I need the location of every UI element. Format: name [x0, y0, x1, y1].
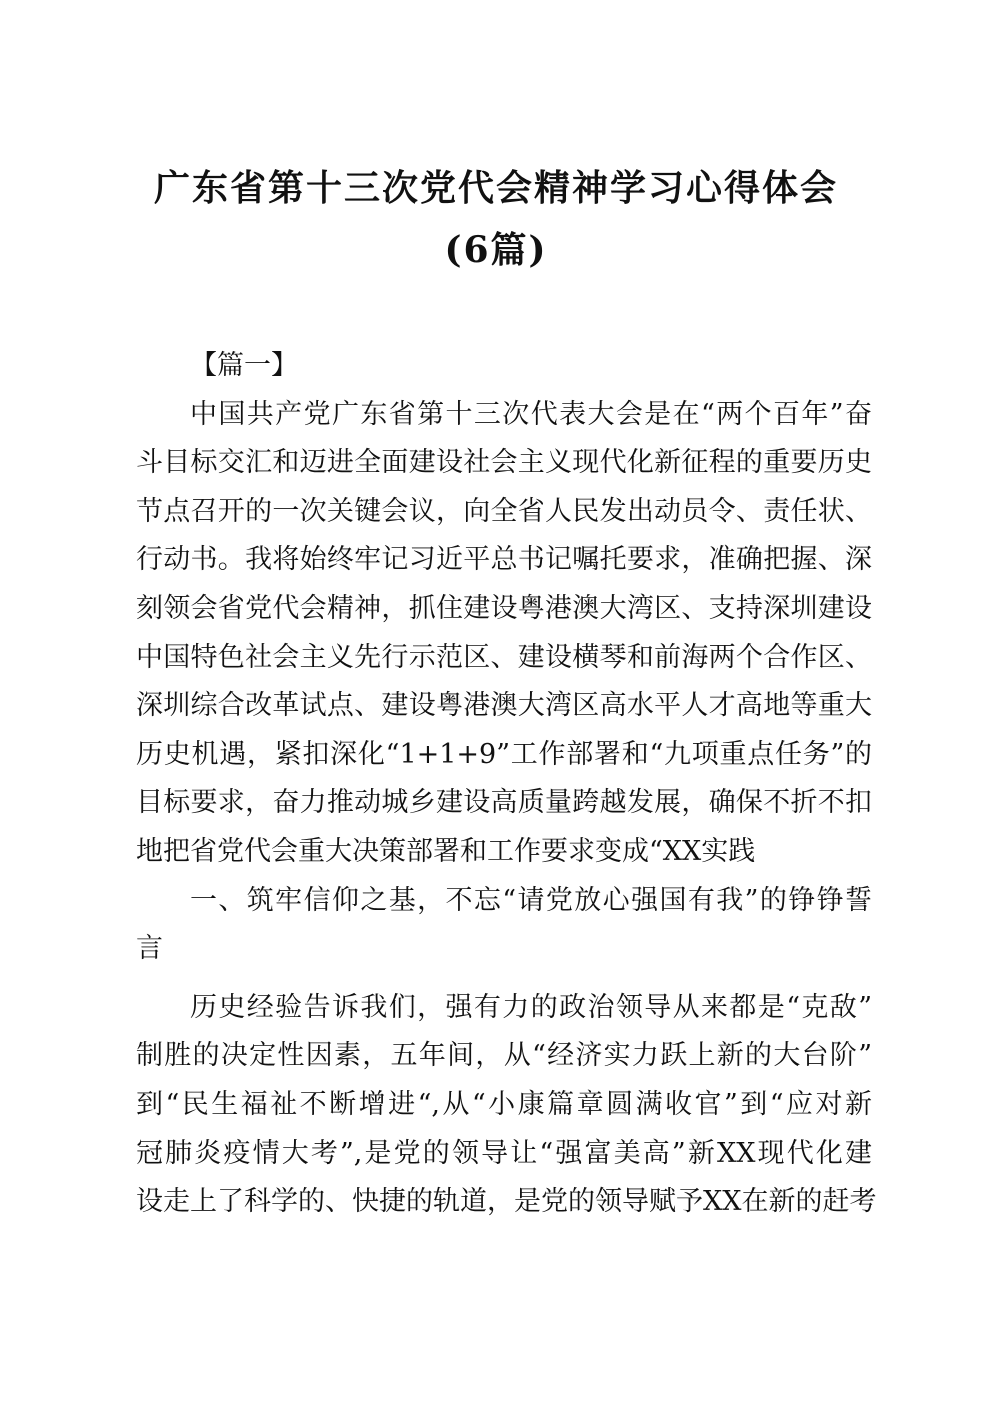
- paragraph-line: 设走上了科学的、快捷的轨道，是党的领导赋予XX在新的赶考: [136, 1186, 877, 1218]
- section-heading-1: [136, 877, 872, 974]
- paragraph-line: 节点召开的一次关键会议，向全省人民发出动员令、责任状、: [136, 495, 872, 527]
- paragraph-line: 制胜的决定性因素，五年间，从“经济实力跃上新的大台阶”: [136, 1040, 872, 1072]
- document-title-subtitle: (6篇): [444, 229, 548, 271]
- paragraph-line: 中国特色社会主义先行示范区、建设横琴和前海两个合作区、: [136, 641, 872, 673]
- paragraph-line: 到“民生福祉不断增进“,从“小康篇章圆满收官”到“应对新: [136, 1088, 872, 1120]
- paragraph-line: 冠肺炎疫情大考”,是党的领导让“强富美高”新XX现代化建: [136, 1137, 872, 1169]
- paragraph-line: 地把省党代会重大决策部署和工作要求变成“XX实践: [136, 835, 756, 867]
- document-body: [136, 342, 877, 1227]
- paragraph-line: 行动书。我将始终牢记习近平总书记嘱托要求，准确把握、深: [136, 544, 872, 576]
- paragraph-line: 中国共产党广东省第十三次代表大会是在“两个百年”奋: [190, 398, 872, 430]
- heading-line: 言: [136, 933, 163, 965]
- heading-line: 一、筑牢信仰之基，不忘“请党放心强国有我”的铮铮誓: [190, 884, 872, 916]
- section-label: 【篇一】: [190, 350, 298, 381]
- document-title: 广东省第十三次党代会精神学习心得体会: [153, 167, 838, 209]
- paragraph-line: 刻领会省党代会精神，抓住建设粤港澳大湾区、支持深圳建设: [136, 592, 872, 624]
- paragraph-line: 目标要求，奋力推动城乡建设高质量跨越发展，确保不折不扣: [136, 787, 872, 819]
- paragraph-2: [136, 984, 877, 1227]
- spacer: [136, 974, 872, 984]
- paragraph-line: 斗目标交汇和迈进全面建设社会主义现代化新征程的重要历史: [136, 447, 872, 479]
- paragraph-line: 历史经验告诉我们，强有力的政治领导从来都是“克敌”: [190, 991, 872, 1023]
- paragraph-1: [136, 391, 872, 877]
- paragraph-line: 深圳综合改革试点、建设粤港澳大湾区高水平人才高地等重大: [136, 690, 872, 722]
- paragraph-line: 历史机遇，紧扣深化“1+1+9”工作部署和“九项重点任务”的: [136, 738, 872, 770]
